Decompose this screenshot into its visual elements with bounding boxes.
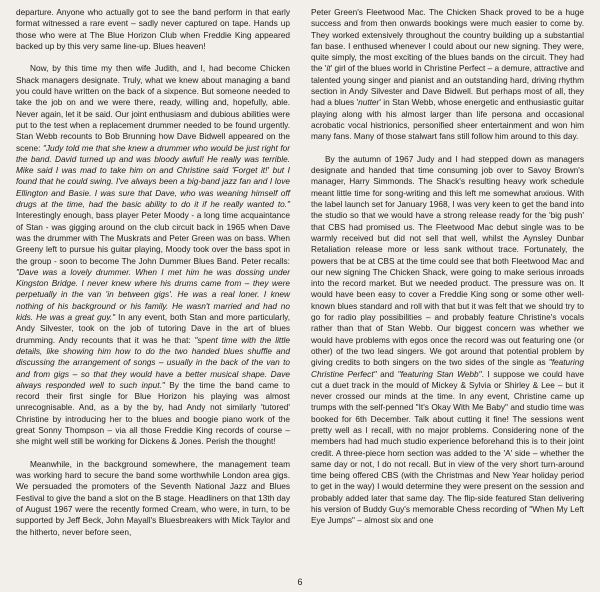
left-column	[16, 7, 290, 549]
page-number: 6	[297, 577, 303, 587]
credit-christine: "featuring Christine Perfect"	[311, 357, 584, 379]
right-column	[311, 7, 584, 538]
right-paragraph-2: By the autumn of 1967 Judy and I had stepped down as managers designate and handed that time consuming job over to Savoy Brown's manager, Harry Simmonds. The Shack's resulting heavy work schedule meant little time for song-writing and this left me somewhat anxious. With the label launch set for January 1968, I was very keen to get the band into the studio so that we would have a strong release ready for the 'big push' that CBS had promised us. The Fleetwood Mac debut single was to be warmly received but did not sell that well, whilst the Aynsley Dunbar Retaliation release more or less sank without trace. Fortunately, the powers that be at CBS at the time could see that both Fleetwood Mac and our new signing The Chicken Shack, were going to make serious inroads into the record market. But we needed product. The pressure was on. It would have been easy to cover a Freddie King song or some other well-known blues standard and roll with that but it was felt that we should try to go for radio play possibilities – and probably feature Christine's vocals rather than that of Stan Webb. Our biggest concern was whether we would have problems with egos once the record was out featuring one (or other) of the two lead singers. We got around that potential problem by giving credits to both singers on the two sides of the single as "featuring Christine Perfect" and "featuring Stan Webb". I suppose we could have cut a duet track in the mould of Mickey & Sylvia or Shirley & Lee – but it never crossed our minds at the time. In any event, Christine came up trumps with the self-penned "It's Okay With Me Baby" and studio time was booked for 6th December. Talk about cutting it fine! The sessions went pretty well as I recall, with no major problems. Considering none of the members had had much studio experience beforehand this is to their joint credit. A three-piece horn section was added to the 'A' side – whether the same day or not, I do not recall. But in view of the very short turn-around time being offered CBS (with the Christmas and New Year holiday period to get in the way) I would determine they were present on the session and probably added later that same day. The flip-side featured Stan delivering his version of Buddy Guy's memorable Chess recording of "When My Left Eye Jumps" – almost six and one	[311, 153, 584, 526]
quote-stan-webb: "Judy told me that she knew a drummer who would be just right for the band. David turned up and was bloody awful! He really was terrible. Mike said I was mad to take him on and Christine said 'Forget it!' but I found that he could swing. I've always been a big-band jazz fan and I love Ellington and Basie. I was sure that Dave, who was weaning himself off drugs at the time, had the basic ability to do it if he really wanted to."	[16, 142, 290, 210]
credit-stan: "featuring Stan Webb"	[397, 368, 482, 379]
left-paragraph-2: Now, by this time my then wife Judith, and I, had become Chicken Shack managers designate. Truly, what we knew about managing a band you could have written on the back of a sixpence. But someone needed to take the job on and we were there, ready, willing and, hopefully, able. Never again, let it be said. Our joint enthusiasm and dubious abilities were put to the test when a replacement drummer needed to be found urgently. Stan Webb recounts to Bob Brunning how Dave Bidwell appeared on the scene: "Judy told me that she knew a drummer who would be just right for the band. David turned up and was bloody awful! He really was terrible. Mike said I was mad to take him on and Christine said 'Forget it!' but I found that he could swing. I've always been a big-band jazz fan and I love Ellington and Basie. I was sure that Dave, who was weaning himself off drugs at the time, had the basic ability to do it if he really wanted to." Interestingly enough, bass player Peter Moody - a long time acquaintance of Stan - was gigging around on the club circuit back in 1965 when Dave was the drummer with The Muskrats and Peter Green was on bass. When Greeny left to pursue his guitar playing, Moody took over the bass spot in the group - soon to become The John Dummer Blues Band. Peter recalls: "Dave was a lovely drummer. When I met him he was dossing under Kingston Bridge. I never knew where his drums came from – they were perpetually in the van 'in between gigs'. He was a real loner. I knew nothing of his background or his family. He wasn't married and had no kids. He was a great guy." In any event, both Stan and more particularly, Andy Silvester, took on the job of tutoring Dave in the art of blues drumming. Andy recounts that it was he that: "spent time with the little details, like showing him how to do the two handed blues shuffle and discussing the arrangement of songs – usually in the back of the van to and from gigs – so that they would have a better musical shape. Dave always responded well to such input." By the time the band came to record their first single for Blue Horizon his playing was almost unrecognisable. And, as a by the by, had Andy not similarly 'tutored' Christine by introducing her to the blues and boogie piano work of the great Sonny Thompson – via all those Freddie King records of course – she might well still be working for Dickens & Jones. Perish the thought!	[16, 63, 291, 447]
left-paragraph-1: departure. Anyone who actually got to see the band perform in that early format witnessed a rare event – sadly never captured on tape. Hands up those who were at The Blue Horizon Club when Freddie King appeared backed up by this very same line-up. Blues heaven!	[16, 7, 290, 51]
right-paragraph-1: Peter Green's Fleetwood Mac. The Chicken Shack proved to be a huge success and from then onwards bookings were much easier to come by. They worked extensively throughout the country building up a substantial fan base. I enthused whenever I could about our new signing. They were, quite simply, the most exciting of the blues bands on the circuit. They had the 'it' girl of the blues world in Christine Perfect – a demure, attractive and talented young singer and pianist and an outstanding hard, driving rhythm section in Andy Silvester and Dave Bidwell. But perhaps most of all, they had a blues 'nutter' in Stan Webb, whose energetic and enthusiastic guitar playing along with his almost larger than life persona and occasional acrobatic vocal histrionics, personified sheer entertainment and won him many fans. Many of those stalwart fans still follow him around to this day.	[311, 7, 585, 142]
left-paragraph-3: Meanwhile, in the background somewhere, the management team was working hard to secure the band some worthwhile London area gigs. We persuaded the promoters of the Seventh National Jazz and Blues Festival to give the band a slot on the B stage. Headliners on that 13th day of August 1967 were the recently formed Cream, who were, in turn, to be supported by Jeff Beck, John Mayall's Bluesbreakers with Mick Taylor and the hitherto, never before seen,	[16, 458, 290, 537]
quote-peter-moody: "Dave was a lovely drummer. When I met him he was dossing under Kingston Bridge. I never knew where his drums came from – they were perpetually in the van 'in between gigs'. He was a real loner. I knew nothing of his background or his family. He wasn't married and had no kids. He was a great guy."	[16, 266, 290, 323]
quote-andy-silvester: "spent time with the little details, like showing him how to do the two handed blues shuffle and discussing the arrangement of songs – usually in the back of the van to and from gigs – so that they would have a better musical shape. Dave always responded well to such input."	[16, 334, 290, 390]
